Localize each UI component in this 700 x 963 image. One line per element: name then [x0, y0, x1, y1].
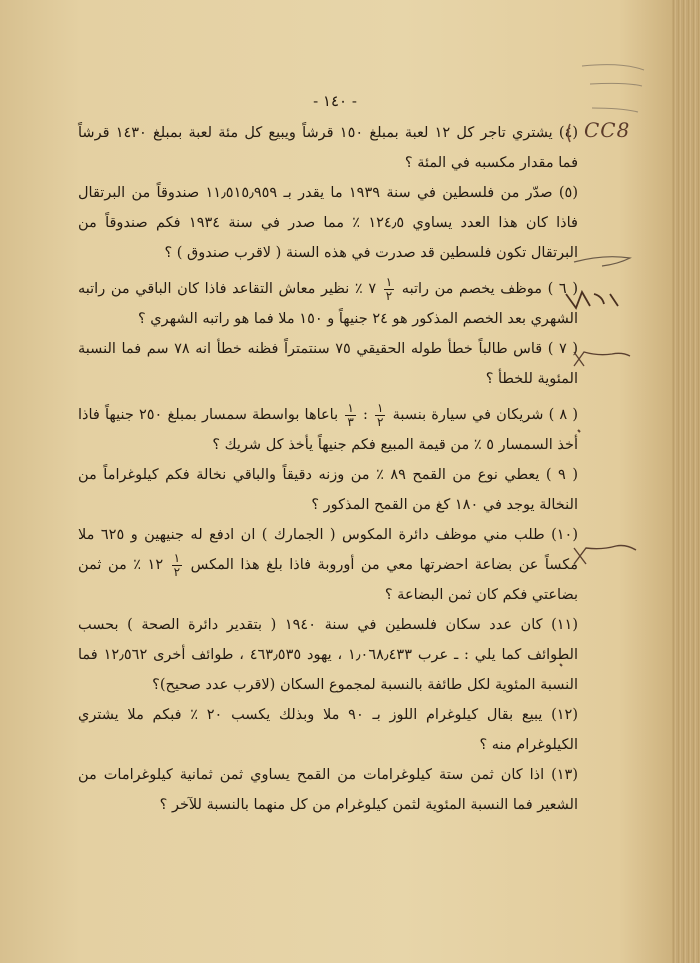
fraction-numerator: ١ [347, 400, 354, 415]
fraction-denominator: ٢ [385, 288, 393, 303]
page-edges [672, 0, 700, 963]
page-number: - ١٤٠ - [313, 92, 357, 110]
problem-10-after: ١٢ ٪ من ثمن بضاعتي فكم كان ثمن البضاعة ؟ [78, 557, 578, 603]
pencil-scribble-top [582, 65, 644, 112]
ink-dot-p8 [578, 430, 580, 432]
problem-8-before: ( ٨ ) شريكان في سيارة بنسبة [392, 407, 579, 423]
pencil-mark-p7 [574, 352, 630, 366]
problem-13: (١٣) اذا كان ثمن ستة كيلوغرامات من القمح يساوي ثمن ثمانية كيلوغرامات من الشعير فما النسبة المئوية لثمن كيلوغرام من كل منهما بالنسبة للآخر ؟ [78, 767, 578, 813]
pencil-mark-p5 [574, 257, 630, 266]
fraction-numerator: ١ [385, 274, 393, 289]
ratio-separator: : [362, 407, 368, 423]
problem-10-before: (١٠) طلب مني موظف دائرة المكوس ( الجمارك ) ان ادفع له جنيهين و ٦٢٥ ملا مكساً عن بضاعة احضرتها معي من أوروبة فاذا بلغ هذا المكس [78, 527, 579, 573]
fraction-denominator: ٢ [173, 564, 181, 579]
problem-4: (٤) يشتري تاجر كل ١٢ لعبة بمبلغ ١٥٠ قرشاً ويبيع كل مئة لعبة بمبلغ ١٤٣٠ قرشاً فما مقدار مكسبه في المئة ؟ [78, 125, 579, 171]
fraction-denominator: ٣ [347, 414, 354, 429]
fraction-denominator: ٢ [377, 414, 384, 429]
pencil-mark-p6 [566, 292, 618, 308]
problem-8-after: باعاها بواسطة سمسار بمبلغ ٢٥٠ جنيهاً فاذا أخذ السمسار ٥ ٪ من قيمة المبيع فكم جنيهاً يأخذ كل شريك ؟ [78, 407, 578, 453]
margin-note-ink: CC8 [584, 118, 631, 142]
problem-5: (٥) صدّر من فلسطين في سنة ١٩٣٩ ما يقدر بـ ١١٫٥١٥٫٩٥٩ صندوقاً من البرتقال فاذا كان هذا العدد يساوي ١٢٤٫٥ ٪ مما صدر في سنة ١٩٣٤ فكم صندوقاً من البرتقال تكون فلسطين قد صدرت في هذه السنة ( لاقرب صندوق ) ؟ [78, 185, 578, 261]
pencil-mark-p10 [574, 546, 636, 565]
ink-dot-p11 [560, 664, 562, 666]
problem-6-after: ٧ ٪ نظير معاش التقاعد فاذا كان الباقي من راتبه الشهري بعد الخصم المذكور هو ٢٤ جنيهاً و ١٥٠ ملا فما هو راتبه الشهري ؟ [78, 281, 578, 327]
pencil-bracket-mark [568, 124, 570, 142]
problem-6-before: ( ٦ ) موظف يخصم من راتبه [401, 281, 578, 297]
problem-11: (١١) كان عدد سكان فلسطين في سنة ١٩٤٠ ( بتقدير دائرة الصحة ) بحسب الطوائف كما يلي : ـ عرب ١٫٠٦٨٫٤٣٣ ، يهود ٤٦٣٫٥٣٥ ، طوائف أخرى ١٢٫٥٦٢ فما النسبة المئوية لكل طائفة بالنسبة لمجموع السكان (لاقرب عدد صحيح)؟ [78, 617, 578, 693]
problem-9: ( ٩ ) يعطي نوع من القمح ٨٩ ٪ من وزنه دقيقاً والباقي نخالة فكم كيلوغراماً من النخالة يوجد في ١٨٠ كغ من القمح المذكور ؟ [78, 467, 578, 513]
problem-12: (١٢) يبيع بقال كيلوغرام اللوز بـ ٩٠ ملا وبذلك يكسب ٢٠ ٪ فبكم ملا يشتري الكيلوغرام منه ؟ [78, 707, 579, 753]
fraction-numerator: ١ [173, 550, 181, 565]
fraction-numerator: ١ [377, 400, 384, 415]
problem-7: ( ٧ ) قاس طالباً خطأ طوله الحقيقي ٧٥ سنتمتراً فظنه خطأ انه ٧٨ سم فما النسبة المئوية للخطأ ؟ [78, 341, 578, 387]
